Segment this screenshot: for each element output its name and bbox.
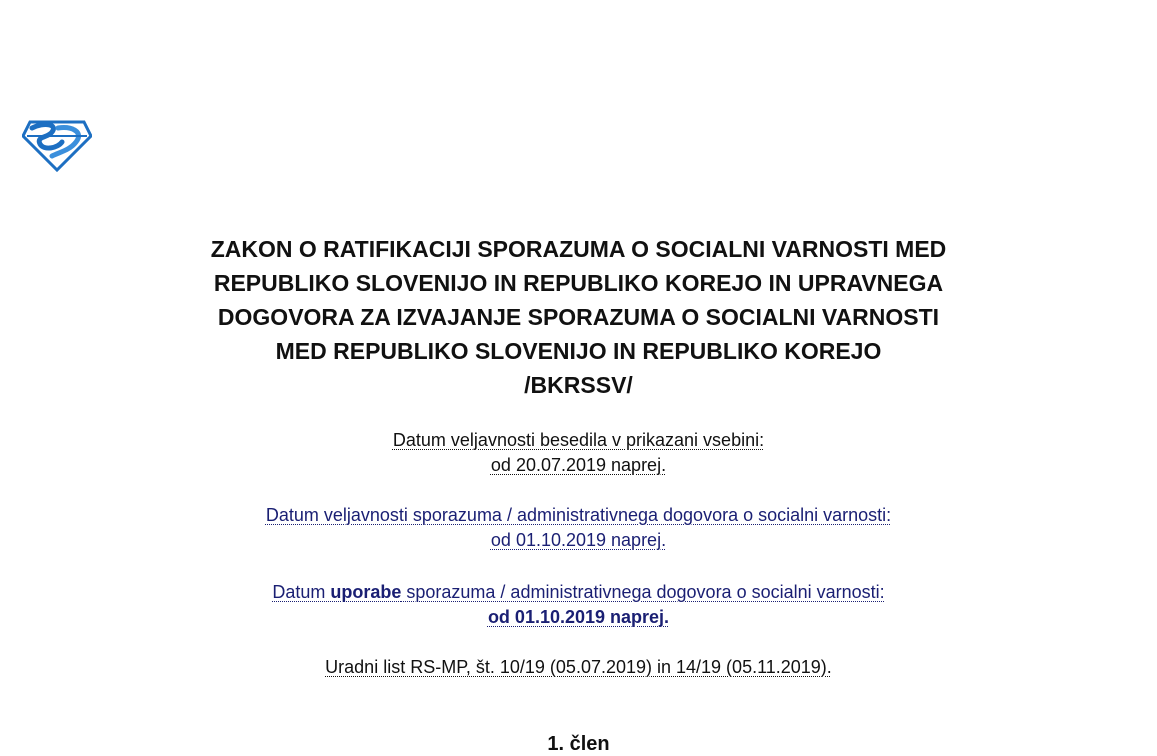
validity-text-block	[0, 428, 1157, 478]
title-line: MED REPUBLIKO SLOVENIJO IN REPUBLIKO KOREJO	[275, 338, 882, 364]
validity-text-label[interactable]: Datum veljavnosti besedila v prikazani vsebini:	[392, 430, 765, 450]
sd-logo	[22, 116, 92, 172]
application-agreement-label[interactable]	[0, 580, 1157, 605]
document-title	[0, 232, 1157, 402]
title-line: REPUBLIKO SLOVENIJO IN REPUBLIKO KOREJO IN UPRAVNEGA	[213, 270, 944, 296]
gazette-reference[interactable]: Uradni list RS-MP, št. 10/19 (05.07.2019) in 14/19 (05.11.2019).	[325, 657, 832, 677]
validity-agreement-label[interactable]: Datum veljavnosti sporazuma / administrativnega dogovora o socialni varnosti:	[265, 505, 892, 525]
application-label-bold: uporabe	[330, 582, 402, 602]
title-line: ZAKON O RATIFIKACIJI SPORAZUMA O SOCIALNI VARNOSTI MED	[210, 236, 947, 262]
validity-text-date[interactable]: od 20.07.2019 naprej.	[490, 455, 667, 475]
application-agreement-block	[0, 580, 1157, 630]
validity-agreement-date[interactable]: od 01.10.2019 naprej.	[490, 530, 667, 550]
title-abbreviation: /BKRSSV/	[524, 372, 633, 398]
application-label-suffix: sporazuma / administrativnega dogovora o socialni varnosti:	[401, 582, 885, 602]
article-heading: 1. člen	[547, 733, 610, 755]
title-line: DOGOVORA ZA IZVAJANJE SPORAZUMA O SOCIALNI VARNOSTI	[217, 304, 940, 330]
gazette-block	[0, 655, 1157, 680]
application-agreement-date[interactable]: od 01.10.2019 naprej.	[487, 607, 670, 627]
sd-diamond-logo-icon	[22, 116, 92, 172]
validity-agreement-block	[0, 503, 1157, 553]
application-label-prefix: Datum	[272, 582, 331, 602]
